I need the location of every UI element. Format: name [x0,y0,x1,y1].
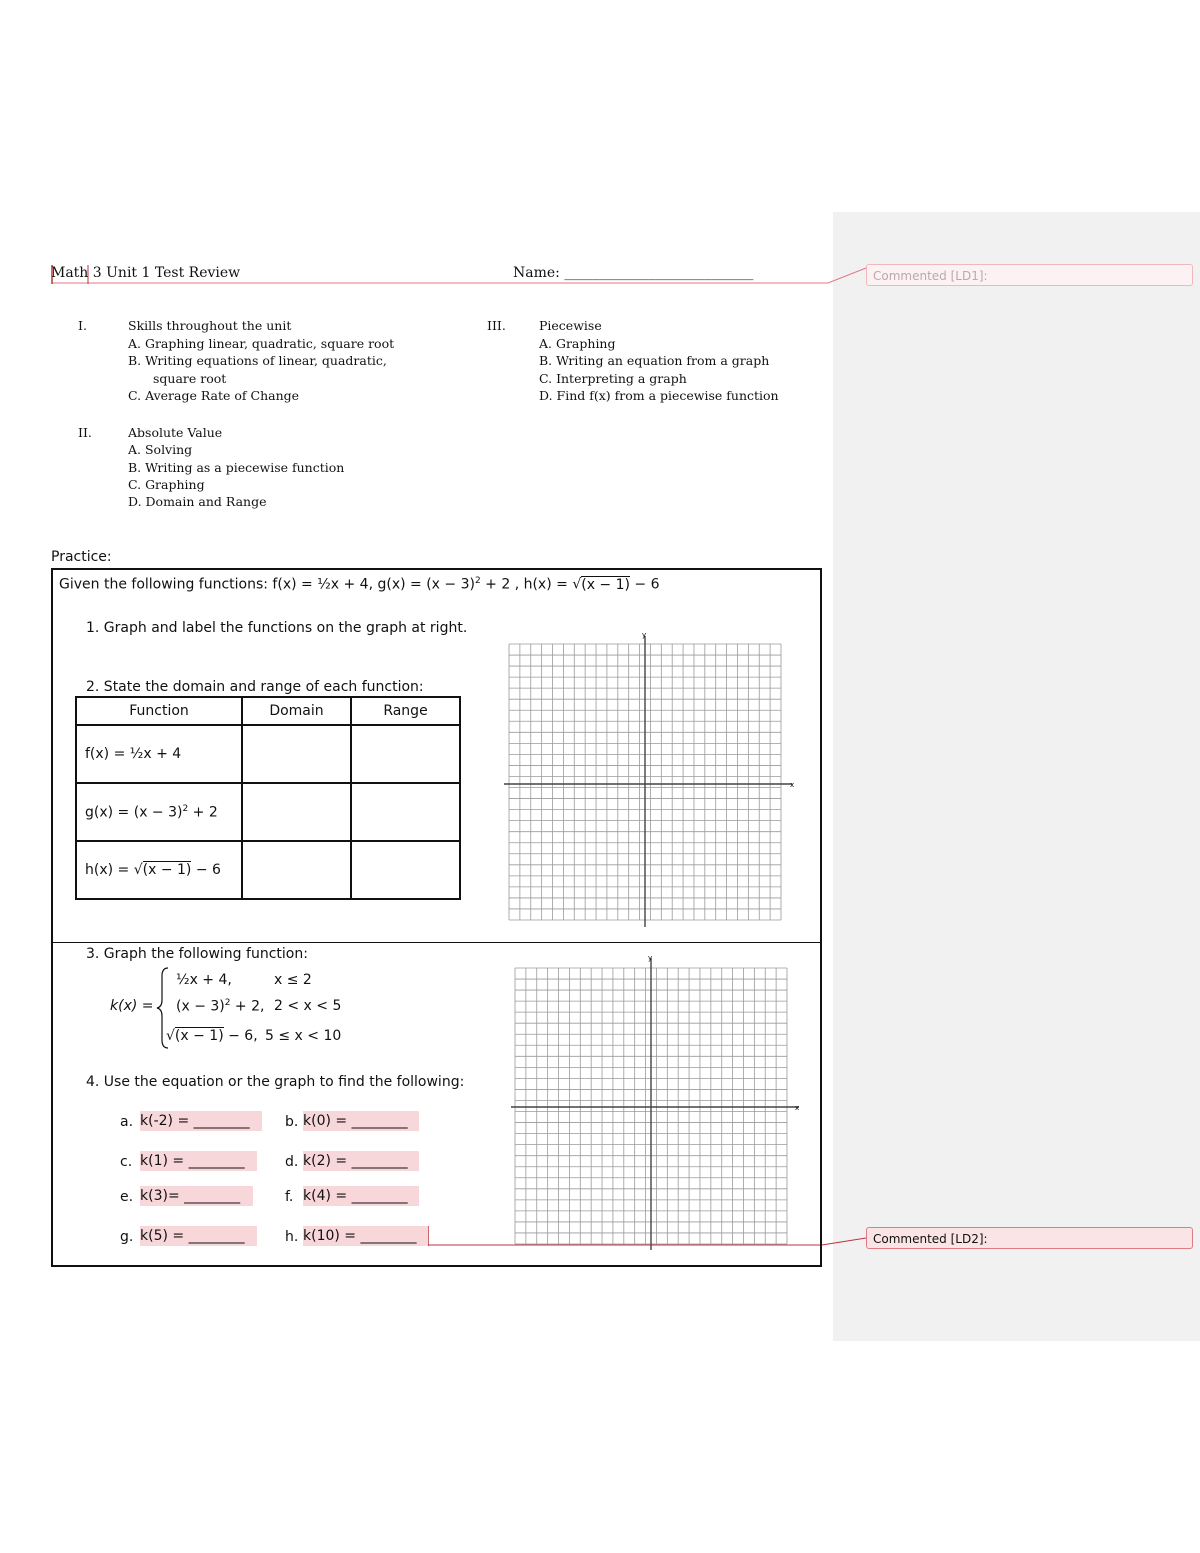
outline-item: D. Find f(x) from a piecewise function [539,388,779,403]
outline-item: B. Writing as a piecewise function [128,460,345,475]
practice-divider [51,942,822,943]
piece-1-expr: ½x + 4, [176,972,232,988]
given-functions: Given the following functions: f(x) = ½x + 4, $g(x) = (x - 3)^2 + 2$ , h(x) = √(x − 1) − 6 [59,576,660,593]
table-row [76,841,460,899]
comment-ld1[interactable]: Commented [LD1]: [866,264,1193,286]
outline-item: A. Solving [128,442,193,457]
answer-k-neg2[interactable]: k(-2) = ________ [140,1111,262,1131]
answer-label: f. [285,1189,294,1205]
function-cell: h(x) = √(x − 1) − 6 [76,841,242,899]
answer-k-2[interactable]: k(2) = ________ [303,1151,419,1171]
y-axis-label: y [642,631,647,639]
domain-cell[interactable] [242,783,351,841]
outline-item: C. Interpreting a graph [539,371,687,386]
question-4: 4. Use the equation or the graph to find the following: [86,1074,465,1090]
table-row [76,783,460,841]
answer-label: a. [120,1114,134,1130]
answer-k-0[interactable]: k(0) = ________ [303,1111,419,1131]
piece-3-expr: √(x − 1) − 6, [166,1028,258,1044]
answer-label: c. [120,1154,133,1170]
piece-3-cond: 5 ≤ x < 10 [265,1028,342,1044]
document-title: Math 3 Unit 1 Test Review [51,265,241,281]
question-2: 2. State the domain and range of each function: [86,679,424,695]
domain-cell[interactable] [242,841,351,899]
outline-heading-2: Absolute Value [128,425,223,440]
answer-k-5[interactable]: k(5) = ________ [140,1226,257,1246]
outline-item: C. Graphing [128,477,205,492]
answer-k-3[interactable]: k(3)= ________ [140,1186,253,1206]
practice-label: Practice: [51,549,112,565]
outline-item: C. Average Rate of Change [128,388,300,403]
outline-heading-3: Piecewise [539,318,602,333]
name-field: Name: ___________________________ [513,265,754,281]
graph-grid-1[interactable] [500,630,798,930]
answer-label: b. [285,1114,299,1130]
table-row [76,725,460,783]
x-axis-label: x [790,781,795,789]
domain-cell[interactable] [242,725,351,783]
outline-item: square root [153,371,227,386]
table-header: Range [351,697,460,725]
piece-2-expr: $(x - 3)^2 + 2$, [176,998,265,1015]
comment-ld2[interactable]: Commented [LD2]: [866,1227,1193,1249]
range-cell[interactable] [351,783,460,841]
table-header: Function [76,697,242,725]
graph-grid-2[interactable] [507,954,805,1254]
question-1: 1. Graph and label the functions on the graph at right. [86,620,468,636]
outline-item: A. Graphing [539,336,616,351]
outline-item: D. Domain and Range [128,494,267,509]
outline-heading-1: Skills throughout the unit [128,318,292,333]
range-cell[interactable] [351,841,460,899]
outline-num-1: I. [78,318,87,333]
x-axis-label: x [795,1104,800,1112]
question-3: 3. Graph the following function: [86,946,308,962]
function-cell: $g(x) = (x - 3)^2 + 2$ [76,783,242,841]
answer-label: e. [120,1189,134,1205]
outline-num-2: II. [78,425,92,440]
outline-item: B. Writing equations of linear, quadratic, [128,353,387,368]
answer-k-1[interactable]: k(1) = ________ [140,1151,257,1171]
comment-ld1-leader [828,268,866,283]
answer-label: h. [285,1229,299,1245]
answer-label: d. [285,1154,299,1170]
domain-range-table [75,696,461,900]
answer-k-4[interactable]: k(4) = ________ [303,1186,419,1206]
piece-1-cond: x ≤ 2 [274,972,312,988]
range-cell[interactable] [351,725,460,783]
outline-num-3: III. [487,318,506,333]
piecewise-name: k(x) = [110,998,154,1014]
y-axis-label: y [648,954,653,962]
answer-k-10[interactable]: k(10) = ________ [303,1226,428,1246]
outline-item: A. Graphing linear, quadratic, square root [128,336,395,351]
table-header: Domain [242,697,351,725]
piece-2-cond: 2 < x < 5 [274,998,342,1014]
answer-label: g. [120,1229,134,1245]
outline-item: B. Writing an equation from a graph [539,353,770,368]
function-cell: f(x) = ½x + 4 [76,725,242,783]
